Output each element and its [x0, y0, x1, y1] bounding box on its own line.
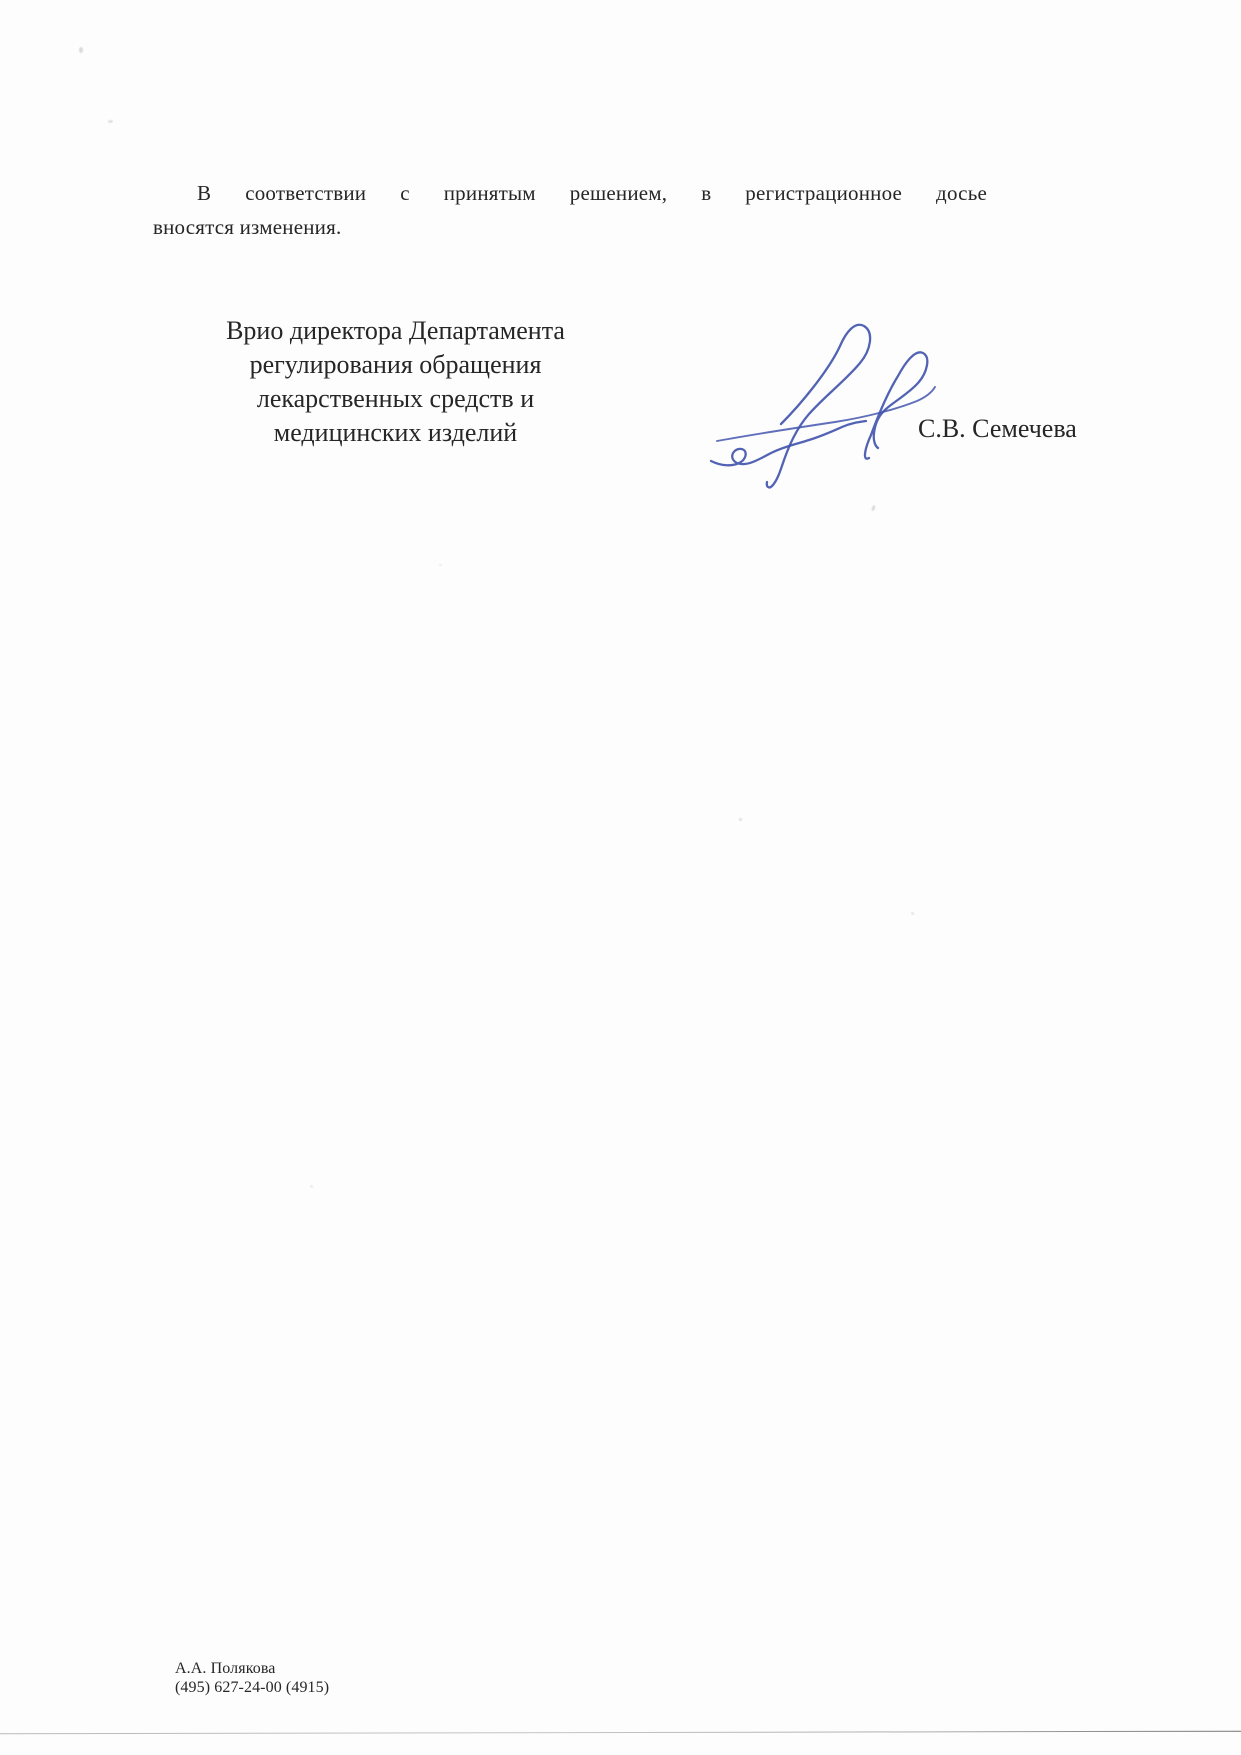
handwritten-signature-icon: [645, 288, 945, 498]
signatory-name: С.В. Семечева: [918, 414, 1077, 443]
footer-contact-phone: (495) 627-24-00 (4915): [175, 1678, 330, 1696]
signatory-title-line: регулирования обращения: [249, 350, 542, 379]
body-paragraph: [153, 176, 987, 244]
scan-speck: [911, 912, 914, 915]
scan-speck: [739, 818, 742, 821]
signatory-title-line: лекарственных средств и: [256, 384, 535, 413]
scan-edge-line: [0, 1731, 1241, 1735]
scan-speck: [871, 505, 876, 512]
signatory-title-block: [168, 314, 623, 450]
paragraph-line: В соответствии с принятым решением, в регистрационное досье: [197, 181, 987, 205]
paragraph-line: вносятся изменения.: [153, 215, 342, 239]
scan-speck: [108, 120, 113, 123]
signatory-title-line: Врио директора Департамента: [226, 316, 565, 345]
signatory-title-line: медицинских изделий: [273, 418, 518, 447]
footer-contact-block: [175, 1660, 329, 1697]
scan-speck: [310, 1185, 313, 1188]
footer-contact-name: А.А. Полякова: [175, 1660, 276, 1677]
scan-speck: [79, 47, 83, 53]
scan-speck: [439, 564, 442, 566]
